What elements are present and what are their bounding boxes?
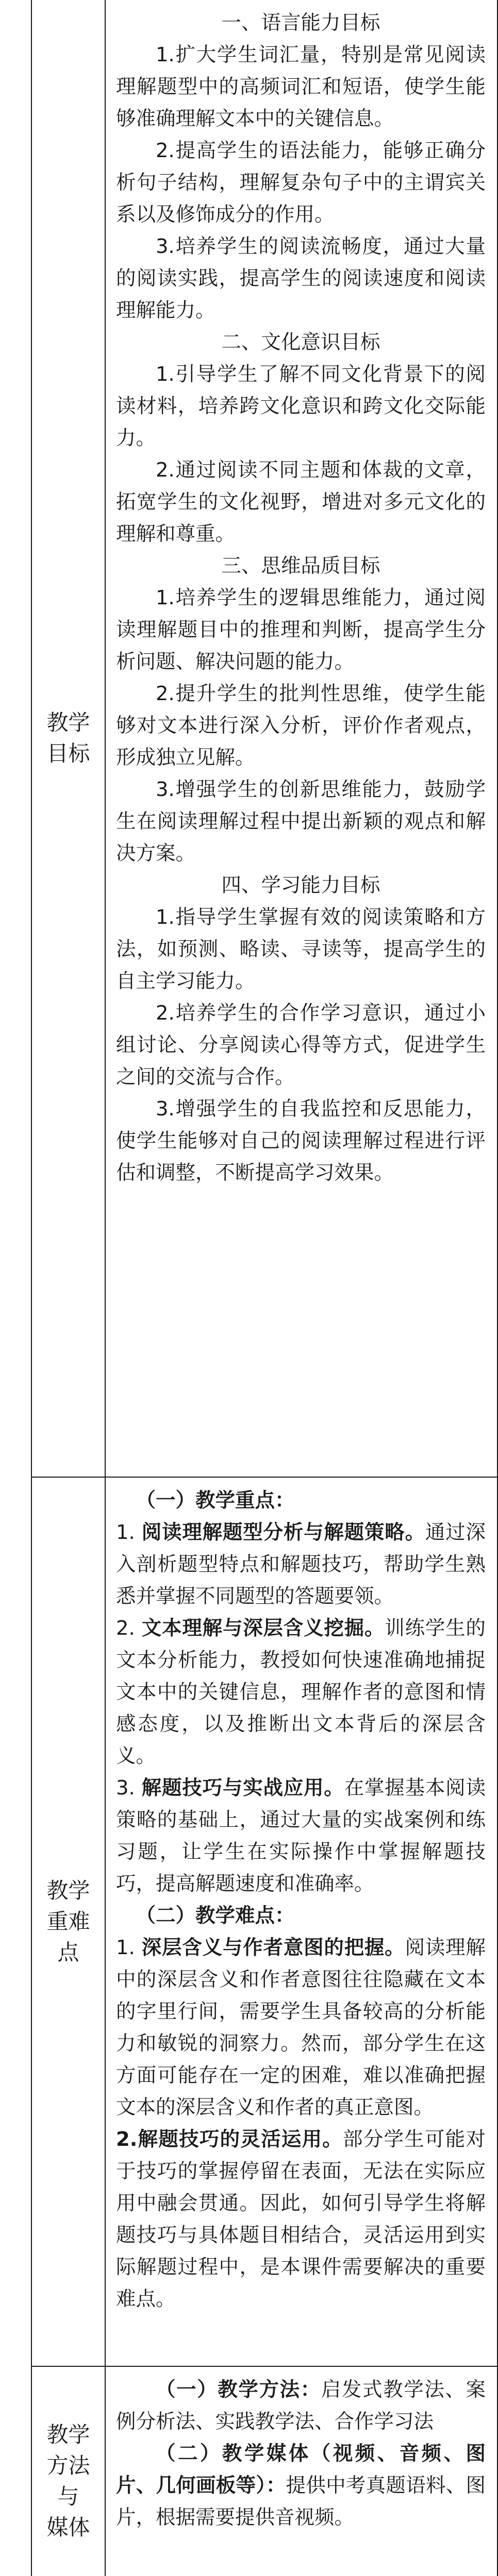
focus-item-number: 2. <box>116 1617 142 1640</box>
focus-item-title: 阅读理解题型分析与解题策略。 <box>141 1521 425 1544</box>
objective-item: 1.指导学生掌握有效的阅读策略和方法，如预测、略读、寻读等，提高学生的自主学习能力。 <box>116 906 486 993</box>
methods-label-line: 媒体 <box>46 2515 90 2540</box>
methods-label <box>31 2366 105 2576</box>
objective-item: 2.提升学生的批判性思维，使学生能够对文本进行深入分析，评价作者观点，形成独立见解。 <box>116 682 486 769</box>
difficulty-item <box>116 1932 486 2124</box>
focus-item <box>116 1517 486 1613</box>
focus-item-body: 通过深入剖析题型特点和解题技巧，帮助学生熟悉并掌握不同题型的答题要领。 <box>116 1521 486 1608</box>
key-points-label-line: 教学 <box>46 1878 90 1903</box>
methods-content <box>105 2366 497 2576</box>
focus-item-number: 1. <box>116 1521 142 1544</box>
difficulty-item-title: 解题技巧的灵活运用。 <box>137 2128 343 2151</box>
objective-item: 2.通过阅读不同主题和体裁的文章，拓宽学生的文化视野，增进对多元文化的理解和尊重。 <box>116 459 486 546</box>
key-points-content <box>105 1477 497 2366</box>
difficulty-item <box>116 2124 486 2315</box>
difficulty-heading: （二）教学难点： <box>136 1904 295 1927</box>
objective-item: 3.增强学生的自我监控和反思能力，使学生能够对自己的阅读理解过程进行评估和调整，不断提高学习效果。 <box>116 1097 486 1184</box>
objectives-label <box>31 0 105 1477</box>
focus-item <box>116 1772 486 1900</box>
objective-heading: 一、语言能力目标 <box>221 11 380 35</box>
difficulty-item-number: 1. <box>116 1936 142 1959</box>
difficulty-item-body: 阅读理解中的深层含义和作者意图往往隐藏在文本的字里行间，需要学生具备较高的分析能力和敏锐的洞察力。然而，部分学生在这方面可能存在一定的困难，难以准确把握文本的深层含义和作者的真正意图。 <box>116 1936 486 2119</box>
focus-heading: （一）教学重点： <box>136 1489 295 1512</box>
focus-item-body: 训练学生的文本分析能力，教授如何快速准确地捕捉文本中的关键信息，理解作者的意图和情感态度，以及推断出文本背后的深层含义。 <box>116 1617 486 1768</box>
media-line <box>116 2438 486 2534</box>
lesson-plan-table <box>31 0 498 2576</box>
key-points-label-line: 重难 <box>46 1909 90 1934</box>
objective-heading: 二、文化意识目标 <box>221 331 380 354</box>
objective-item: 1.扩大学生词汇量，特别是常见阅读理解题型中的高频词汇和短语，使学生能够准确理解文本中的关键信息。 <box>116 43 486 130</box>
key-points-label <box>31 1477 105 2366</box>
objective-item: 2.提高学生的语法能力，能够正确分析句子结构，理解复杂句子中的主谓宾关系以及修饰成分的作用。 <box>116 139 486 226</box>
difficulty-item-body: 部分学生可能对于技巧的掌握停留在表面，无法在实际应用中融会贯通。因此，如何引导学生将解题技巧与具体题目相结合，灵活运用到实际解题过程中，是本课件需要解决的重要难点。 <box>116 2128 486 2311</box>
media-body: 提供中考真题语料、图片，根据需要提供音视频。 <box>116 2474 486 2529</box>
objectives-content <box>105 0 497 1477</box>
method-line <box>116 2374 486 2438</box>
methods-media-row <box>31 2366 497 2576</box>
objective-item: 1.培养学生的逻辑思维能力，通过阅读理解题目中的推理和判断，提高学生分析问题、解决问题的能力。 <box>116 586 486 673</box>
method-body: 启发式教学法、案例分析法、实践教学法、合作学习法 <box>116 2378 486 2433</box>
objective-heading: 三、思维品质目标 <box>221 554 380 578</box>
method-heading: （一）教学方法： <box>156 2378 321 2401</box>
objectives-label-line: 教学 <box>46 710 90 735</box>
focus-item-title: 文本理解与深层含义挖掘。 <box>141 1617 385 1640</box>
objective-heading: 四、学习能力目标 <box>221 874 380 897</box>
key-difficult-points-row <box>31 1477 497 2366</box>
focus-item-body: 在掌握基本阅读策略的基础上，通过大量的实战案例和练习题，让学生在实际操作中掌握解题技巧，提高解题速度和准确率。 <box>116 1776 486 1895</box>
focus-item-title: 解题技巧与实战应用。 <box>141 1776 344 1800</box>
key-points-label-line: 点 <box>57 1940 79 1965</box>
objectives-label-line: 目标 <box>46 741 90 766</box>
methods-label-line: 教学 <box>46 2422 90 2447</box>
objective-item: 3.培养学生的阅读流畅度，通过大量的阅读实践，提高学生的阅读速度和阅读理解能力。 <box>116 235 486 322</box>
methods-label-line: 方法 <box>46 2453 90 2478</box>
difficulty-item-number: 2. <box>116 2128 138 2151</box>
media-heading: （二）教学媒体（视频、音频、图片、几何画板等）： <box>116 2442 486 2497</box>
objective-item: 3.增强学生的创新思维能力，鼓励学生在阅读理解过程中提出新颖的观点和解决方案。 <box>116 778 486 865</box>
difficulty-item-title: 深层含义与作者意图的把握。 <box>141 1936 405 1959</box>
methods-label-line: 与 <box>57 2484 79 2509</box>
focus-item-number: 3. <box>116 1776 142 1800</box>
objective-item: 2.培养学生的合作学习意识，通过小组讨论、分享阅读心得等方式，促进学生之间的交流与合作。 <box>116 1002 486 1089</box>
objectives-row <box>31 0 497 1477</box>
focus-item <box>116 1613 486 1772</box>
objective-item: 1.引导学生了解不同文化背景下的阅读材料，培养跨文化意识和跨文化交际能力。 <box>116 363 486 450</box>
